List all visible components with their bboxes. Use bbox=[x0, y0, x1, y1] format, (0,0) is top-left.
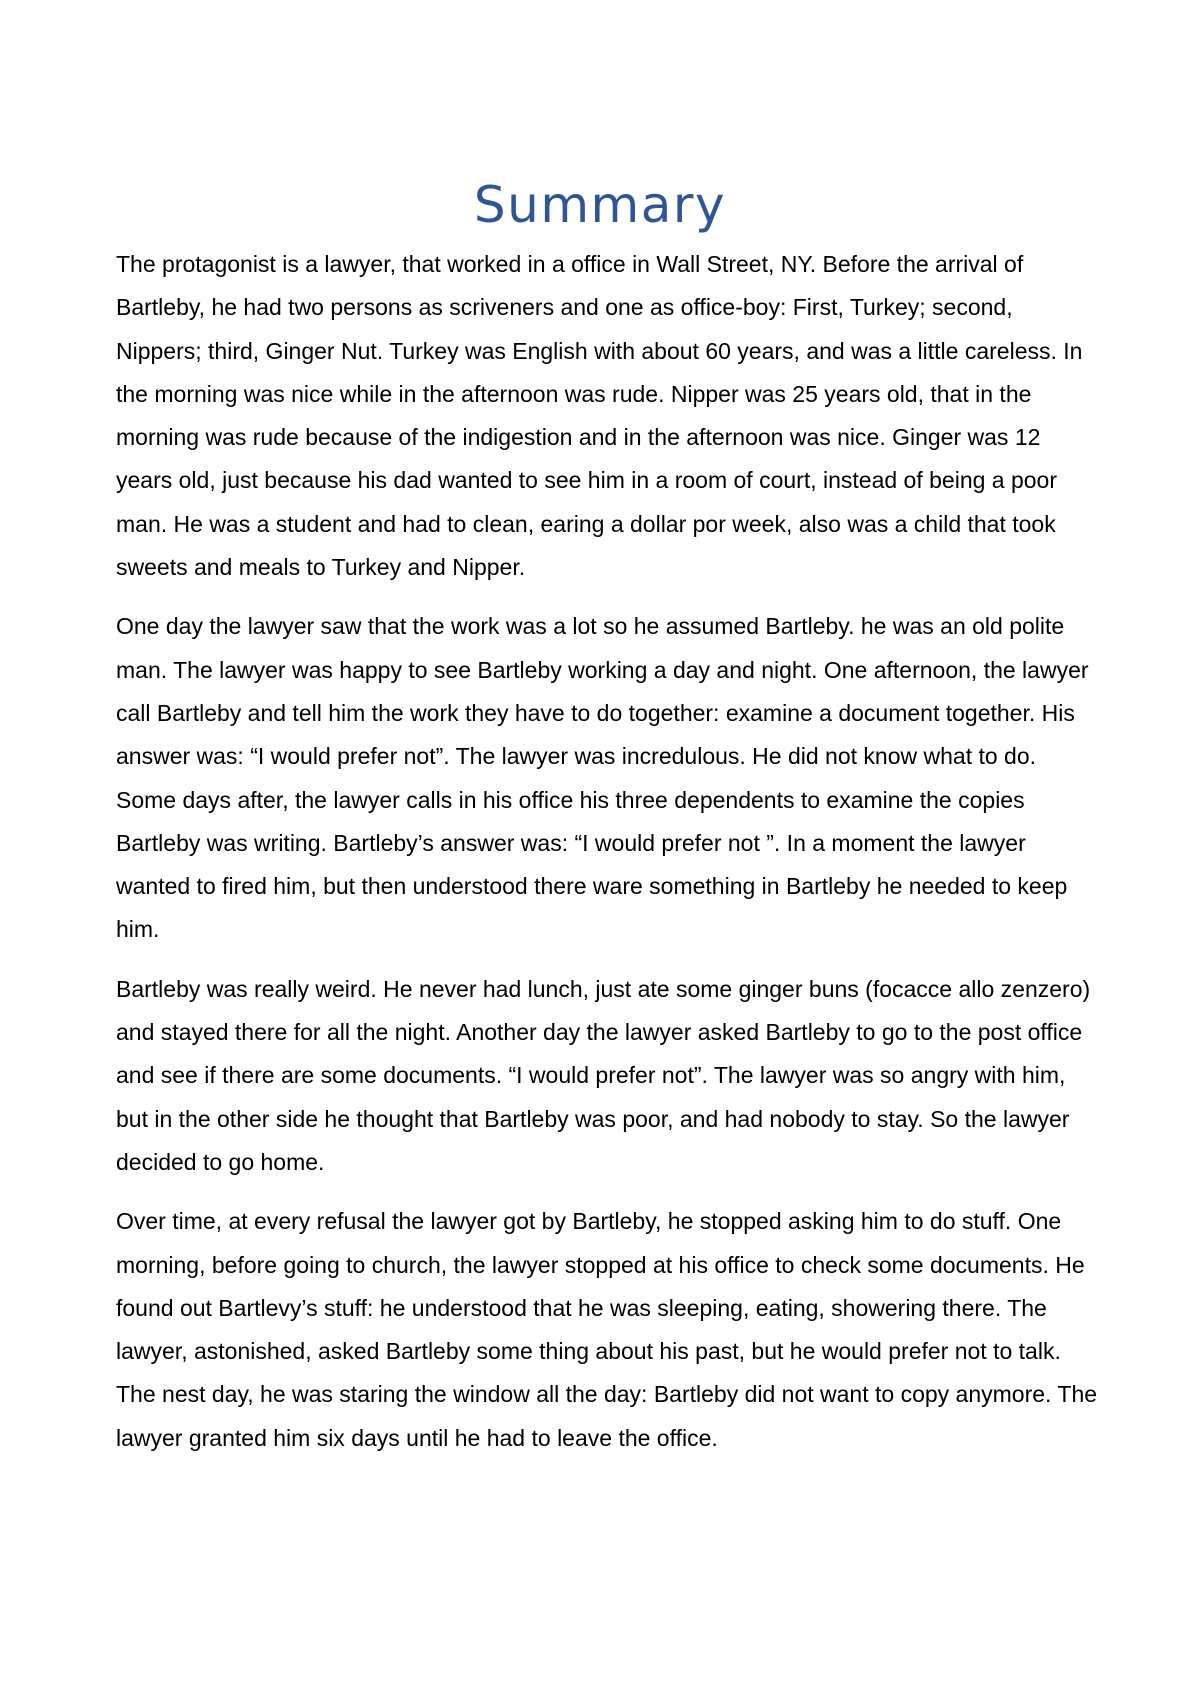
paragraph-2: One day the lawyer saw that the work was a lot so he assumed Bartleby. he was an old polite man. The lawyer was happy to see Bartleby working a day and night. One afternoon, the lawyer call Bartleby and tell him the work they have to do together: examine a document together. His answer was: “I would prefer not”. The lawyer was incredulous. He did not know what to do. Some days after, the lawyer calls in his office his three dependents to examine the copies Bartleby was writing. Bartleby’s answer was: “I would prefer not ”. In a moment the lawyer wanted to fired him, but then understood there ware something in Bartleby he needed to keep him. bbox=[116, 613, 1089, 943]
paragraph-4: Over time, at every refusal the lawyer got by Bartleby, he stopped asking him to do stuff. One morning, before going to church, the lawyer stopped at his office to check some documents. He found out Bartlevy’s stuff: he understood that he was sleeping, eating, showering there. The lawyer, astonished, asked Bartleby some thing about his past, but he would prefer not to talk. The nest day, he was staring the window all the day: Bartleby did not want to copy anymore. The lawyer granted him six days until he had to leave the office. bbox=[116, 1208, 1098, 1451]
document-title: Summary bbox=[473, 176, 727, 234]
paragraph-3: Bartleby was really weird. He never had lunch, just ate some ginger buns (focacce allo zenzero) and stayed there for all the night. Another day the lawyer asked Bartleby to go to the post office and see if there are some documents. “I would prefer not”. The lawyer was so angry with him, but in the other side he thought that Bartleby was poor, and had nobody to stay. So the lawyer decided to go home. bbox=[116, 975, 1091, 1175]
paragraph-1: The protagonist is a lawyer, that worked in a office in Wall Street, NY. Before the arrival of Bartleby, he had two persons as scriveners and one as office-boy: First, Turkey; second, Nippers; third, Ginger Nut. Turkey was English with about 60 years, and was a little careless. In the morning was nice while in the afternoon was rude. Nipper was 25 years old, that in the morning was rude because of the indigestion and in the afternoon was nice. Ginger was 12 years old, just because his dad wanted to see him in a room of court, instead of being a poor man. He was a student and had to clean, earing a dollar por week, also was a child that took sweets and meals to Turkey and Nipper. bbox=[116, 251, 1083, 581]
document-body bbox=[116, 243, 1101, 1476]
